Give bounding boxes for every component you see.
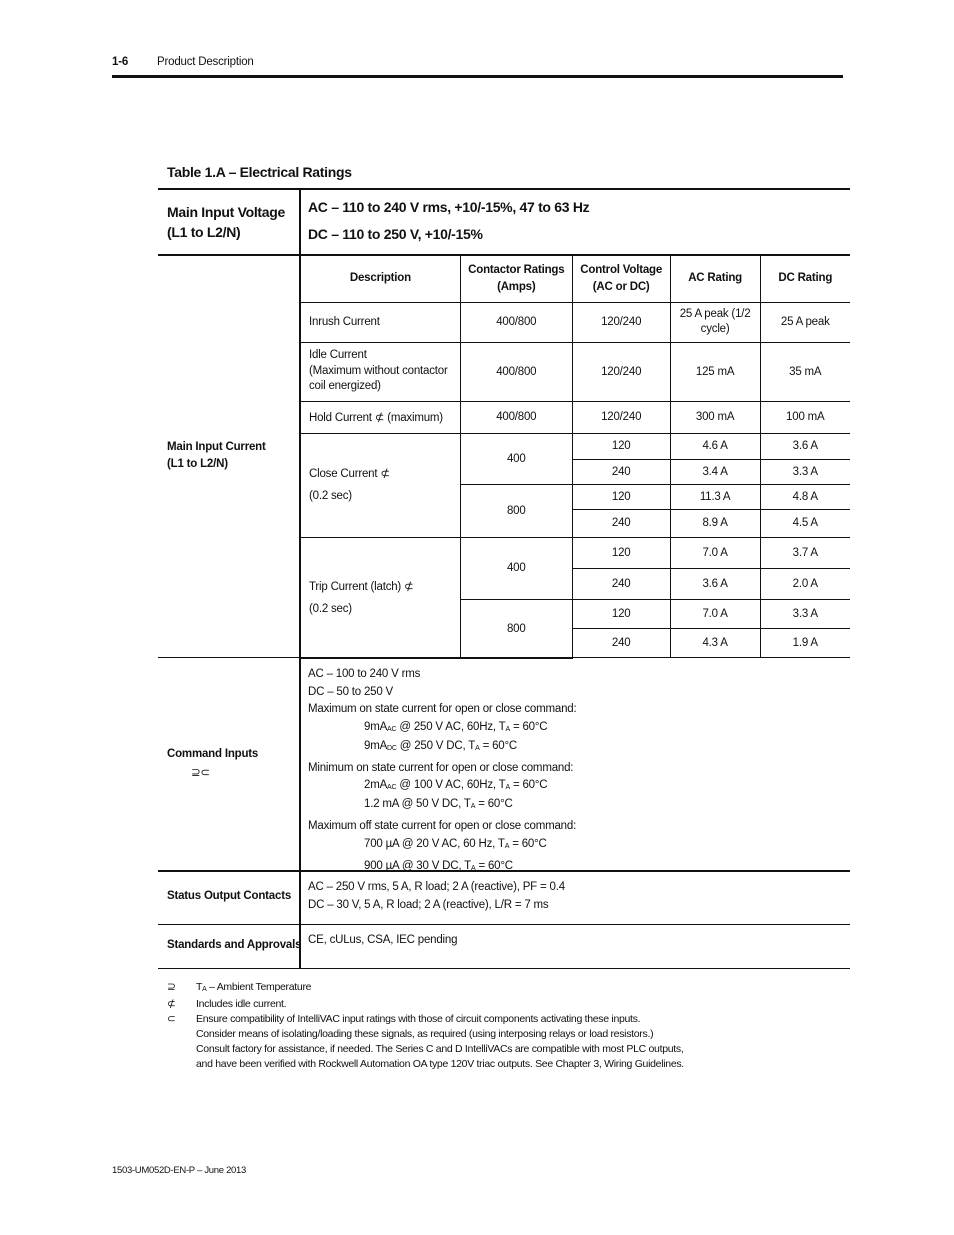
standards-label: Standards and Approvals: [167, 939, 302, 951]
table-row: 800 120 11.3 A 4.8 A: [301, 484, 851, 509]
current-label: Main Input Current (L1 to L2/N): [167, 441, 266, 470]
footnote: ⊄ Includes idle current.: [167, 998, 287, 1010]
col-contactor: Contactor Ratings (Amps): [460, 256, 572, 302]
header-rule: [112, 75, 843, 78]
footnotes: [167, 980, 684, 1072]
col-dc-rating: DC Rating: [760, 256, 850, 302]
status-details: AC – 250 V rms, 5 A, R load; 2 A (reactive), PF = 0.4 DC – 30 V, 5 A, R load; 2 A (reactive), L/R = 7 ms: [308, 881, 565, 911]
page-header: [112, 56, 254, 68]
table-bottom-rule: [158, 968, 850, 969]
table-row: Idle Current (Maximum without contactor coil energized) 400/800 120/240 125 mA 35 mA: [301, 342, 851, 401]
standards-value: CE, cULus, CSA, IEC pending: [308, 934, 458, 946]
table-row: Trip Current (latch) ⊄ (0.2 sec) 400 120 7.0 A 3.7 A: [301, 537, 851, 568]
idle-desc: Idle Current (Maximum without contactor coil energized): [301, 342, 461, 401]
close-desc: Close Current ⊄ (0.2 sec): [301, 433, 461, 537]
footnote: ⊂ Ensure compatibility of IntelliVAC input ratings with those of circuit components activating these inputs. Consider means of isolating/loading these signals, as required (using interposing relays or load resistors.) Consult factory for assistance, if needed. The Series C and D IntelliVACs are compatible with most PLC outputs, and have been verified with Rockwell Automation OA type 120V triac outputs. See Chapter 3, Wiring Guidelines.: [167, 1013, 684, 1070]
voltage-ac: AC – 110 to 240 V rms, +10/-15%, 47 to 63 Hz: [308, 199, 590, 215]
col-control-voltage: Control Voltage (AC or DC): [572, 256, 670, 302]
table-row: 240 4.3 A 1.9 A: [301, 628, 851, 658]
table-row: 240 3.4 A 3.3 A: [301, 459, 851, 484]
table-row: Inrush Current 400/800 120/240 25 A peak (1/2 cycle) 25 A peak: [301, 302, 851, 342]
table-row: 240 3.6 A 2.0 A: [301, 568, 851, 599]
table-row: Hold Current ⊄ (maximum) 400/800 120/240 300 mA 100 mA: [301, 401, 851, 433]
table-row: 800 120 7.0 A 3.3 A: [301, 599, 851, 628]
status-label: Status Output Contacts: [167, 890, 292, 902]
footnote: ⊇ $T_A$ – Ambient Temperature: [167, 981, 312, 993]
table-row: Close Current ⊄ (0.2 sec) 400 120 4.6 A 3.6 A: [301, 433, 851, 459]
section-title: Product Description: [157, 56, 254, 68]
page-footer: 1503-UM052D-EN-P – June 2013: [112, 1165, 247, 1176]
table-top-rule: [158, 188, 850, 190]
inrush-desc: Inrush Current: [301, 302, 461, 342]
voltage-dc: DC – 110 to 250 V, +10/-15%: [308, 226, 483, 242]
command-label: Command Inputs: [167, 748, 259, 760]
col-description: Description: [301, 256, 461, 302]
table-header-row: [301, 256, 851, 302]
trip-desc: Trip Current (latch) ⊄ (0.2 sec): [301, 537, 461, 658]
voltage-label: Main Input Voltage (L1 to L2/N): [167, 204, 286, 240]
command-symbols: ⊇⊂: [191, 767, 210, 779]
rule-after-status: [158, 924, 850, 925]
table-row: 240 8.9 A 4.5 A: [301, 509, 851, 537]
page-number: 1-6: [112, 56, 129, 68]
col-ac-rating: AC Rating: [670, 256, 760, 302]
current-table: [300, 256, 850, 659]
command-details: AC – 100 to 240 V rms DC – 50 to 250 V Maximum on state current for open or close command: $9mA_{AC}$ @ 250 V AC, 60Hz, $T_A = 60^\circ C$ $9mA_{DC}$ @ 250 V DC, $T_A = 60^\circ C$ Minimum on state current for open or close command: $2mA_{AC}$ @ 100 V AC, 60Hz, $T_A = 60^\circ C$ 1.2 mA @ 50 V DC, $T_A = 60^\circ C$ Maximum off state current for open or close command: 700 µA @ 20 V AC, 60 Hz, $T_A = 60^\circ C$ 900 µA @ 30 V DC, $T_A = 60^\circ C$: [308, 668, 577, 872]
table-title: Table 1.A – Electrical Ratings: [167, 164, 352, 180]
hold-desc: Hold Current ⊄ (maximum): [301, 401, 461, 433]
